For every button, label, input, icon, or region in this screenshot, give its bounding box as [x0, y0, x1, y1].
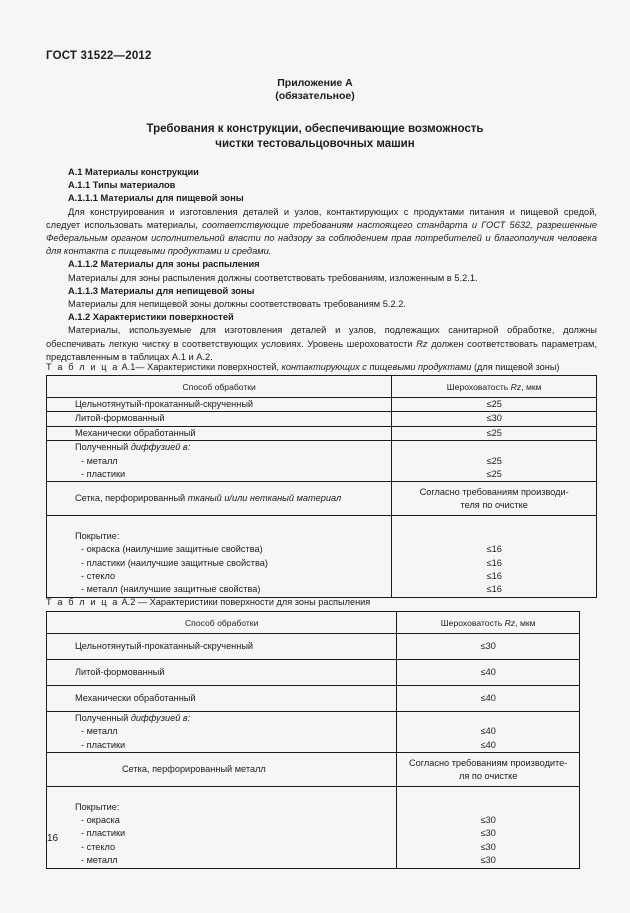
table-a1-r6-value-2: ≤16 — [486, 557, 502, 568]
table-a2-r2-method: Литой-формованный — [75, 666, 165, 677]
table-a1-r6-top-spacer — [47, 516, 391, 529]
table-a1-r4-value-1: ≤25 — [486, 455, 502, 466]
section-heading-a1-1-1: A.1.1.1 Материалы для пищевой зоны — [68, 193, 244, 204]
table-row — [47, 412, 597, 426]
table-a2-r4-sub-1: - металл — [81, 726, 118, 737]
table-a1-r4-value-2: ≤25 — [486, 469, 502, 480]
table-a1-col-roughness-suffix: , мкм — [521, 381, 542, 392]
table-a1-r6-value-4: ≤16 — [486, 584, 502, 595]
table-a2-col-roughness-prefix: Шероховатость — [440, 617, 505, 628]
table-a1-r4-head-italic: диффузией в: — [130, 442, 191, 453]
table-row — [47, 686, 580, 712]
table-a1-col-method: Способ обработки — [47, 376, 392, 398]
table-a2-col-roughness-suffix: , мкм — [515, 617, 536, 628]
table-a1-col-roughness-prefix: Шероховатость — [446, 381, 511, 392]
table-a1-caption-italic: контактирующих с пищевыми продуктами — [281, 362, 472, 372]
table-a1-r2-value: ≤30 — [392, 412, 597, 426]
table-a1-r2-method: Литой-формованный — [75, 413, 165, 424]
table-a1-caption-plain2: (для пищевой зоны) — [471, 362, 560, 372]
table-a1-r3-method: Механически обработанный — [75, 427, 196, 438]
section-heading-a1-1-2: A.1.1.2 Материалы для зоны распыления — [68, 259, 260, 270]
table-a2-r4-head-italic: диффузией в: — [130, 713, 191, 723]
page-title-line-1: Требования к конструкции, обеспечивающие возможность — [146, 123, 484, 135]
table-a1-r5-method-plain: Сетка, перфорированный — [75, 493, 188, 504]
table-row — [47, 426, 597, 440]
table-a1-r6-sub-4: - металл (наилучшие защитные свойства) — [81, 584, 261, 595]
table-a1-col-roughness-rz: Rz — [510, 381, 522, 392]
table-a1-r6-value-1: ≤16 — [486, 544, 502, 555]
table-a2-r6-spacer-a — [397, 787, 579, 800]
table-a1-caption-label: Т а б л и ц а — [46, 362, 119, 372]
table-a1 — [46, 375, 597, 598]
table-a1-r5-method-italic: тканый и/или нетканый материал — [187, 493, 342, 504]
table-row — [47, 634, 580, 660]
table-row — [47, 753, 580, 787]
section-heading-a1: A.1 Материалы конструкции — [68, 167, 199, 177]
table-a1-r6-sub-1: - окраска (наилучшие защитные свойства) — [81, 544, 263, 555]
table-a1-col-roughness — [392, 376, 597, 398]
paragraph-a1-2-part2: должен соответствовать параметрам, представленным в таблицах А.1 и А.2. — [46, 338, 597, 362]
table-a2-r6-top-spacer — [47, 787, 396, 800]
table-a2-r6-value-2: ≤30 — [480, 828, 496, 839]
table-a1-caption-number: А.1— — [121, 362, 145, 372]
table-a2-r6-sub-4: - металл — [81, 855, 118, 866]
paragraph-a1-1-1-plain: Для конструирования и изготовления деталей и узлов, контактирующих с продуктами питания и пищевой средой, следует использовать материалы, — [46, 206, 597, 230]
roughness-symbol-rz: Rz — [416, 338, 428, 349]
table-a2-r6-spacer-b — [397, 801, 579, 814]
table-a2-r1-value: ≤30 — [397, 634, 580, 660]
page-number: 16 — [47, 833, 59, 844]
table-a2-r4-spacer — [397, 712, 579, 725]
table-a1-r4-spacer — [392, 441, 596, 454]
table-a1-r4-head-plain: Полученный — [75, 442, 131, 453]
table-a1-r5-value-line1: Согласно требованиям производи- — [419, 487, 569, 498]
paragraph-a1-1-3: Материалы для непищевой зоны должны соответствовать требованиям 5.2.2. — [68, 299, 407, 310]
table-a2-caption-text: Характеристики поверхности для зоны распыления — [147, 597, 371, 607]
table-a1-r5-method — [47, 492, 391, 505]
table-a1-r1-method: Цельнотянутый-прокатанный-скрученный — [75, 399, 254, 409]
table-a2-col-roughness — [397, 612, 580, 634]
table-a1-caption — [46, 361, 559, 373]
section-heading-a1-1: A.1.1 Типы материалов — [68, 180, 176, 191]
table-a1-r4-sub-1: - металл — [81, 455, 118, 466]
section-heading-a1-2: A.1.2 Характеристики поверхностей — [68, 312, 234, 323]
table-a2-caption-number: А.2 — — [121, 597, 148, 607]
table-a2-r4-value-1: ≤40 — [480, 726, 496, 737]
table-a2-r4-head-plain: Полученный — [75, 713, 131, 723]
table-a2-col-method: Способ обработки — [47, 612, 397, 634]
table-a2-r3-value: ≤40 — [397, 686, 580, 712]
table-a2-r6-value-1: ≤30 — [480, 815, 496, 825]
table-a2-r2-value: ≤40 — [397, 660, 580, 686]
table-a2-r4-head — [47, 712, 396, 725]
table-a2-r5-value-line2: ля по очистке — [458, 770, 518, 781]
appendix-label: Приложение А — [277, 77, 353, 89]
table-a2-r6-sub-3: - стекло — [81, 841, 116, 852]
appendix-mandatory-label: (обязательное) — [275, 90, 355, 102]
table-a2 — [46, 611, 580, 869]
table-a2-r6-sub-1: - окраска — [81, 815, 120, 826]
table-row — [47, 482, 597, 516]
standard-number-header: ГОСТ 31522—2012 — [46, 50, 152, 62]
table-row — [47, 712, 580, 753]
table-a1-r6-sub-2: - пластики (наилучшие защитные свойства) — [81, 557, 268, 568]
table-a2-r6-value-3: ≤30 — [480, 841, 496, 852]
table-a1-r4-head — [47, 441, 391, 454]
paragraph-a1-1-1-italic: соответствующие требованиям настоящего стандарта и ГОСТ 5632, разрешенные Федеральным органом исполнительной власти по надзору за соблюдением прав потребителей и благополучия человека для контакта с пищевыми продуктами и средами. — [46, 219, 597, 257]
body-content — [46, 166, 597, 364]
table-a2-r6-head: Покрытие: — [75, 801, 120, 812]
page-title — [0, 122, 630, 152]
table-a1-r6-spacer-b — [392, 530, 596, 543]
table-a2-r6-sub-2: - пластики — [81, 828, 126, 839]
table-row — [47, 787, 580, 868]
section-heading-a1-1-3: A.1.1.3 Материалы для непищевой зоны — [68, 285, 255, 296]
table-a2-r5-method: Сетка, перфорированный металл — [122, 764, 266, 775]
table-a1-r6-value-3: ≤16 — [486, 571, 502, 582]
paragraph-a1-1-1 — [46, 206, 597, 259]
table-a2-r1-method: Цельнотянутый-прокатанный-скрученный — [75, 640, 254, 651]
appendix-heading — [0, 77, 630, 103]
paragraph-a1-2-part1: Материалы, используемые для изготовления деталей и узлов, подлежащих санитарной обработке, должны обеспечивать легкую чистку в соответствующих условиях. Уровень шероховатости — [46, 325, 597, 349]
table-a1-r5-value-line2: теля по очистке — [460, 499, 528, 510]
table-row — [47, 516, 597, 597]
table-a2-caption — [46, 596, 370, 608]
table-a1-r4-sub-2: - пластики — [81, 469, 126, 480]
table-a2-r4-value-2: ≤40 — [480, 739, 496, 750]
table-row — [47, 441, 597, 482]
table-a2-r3-method: Механически обработанный — [75, 692, 196, 703]
table-row — [47, 398, 597, 412]
paragraph-a1-2 — [46, 324, 597, 364]
table-row — [47, 660, 580, 686]
table-a2-col-roughness-rz: Rz — [504, 617, 516, 628]
table-a1-r6-spacer-a — [392, 516, 596, 529]
table-a1-header-row — [47, 376, 597, 398]
page-title-line-2: чистки тестовальцовочных машин — [215, 138, 415, 150]
table-a2-r5-value-line1: Согласно требованиям производите- — [409, 758, 568, 769]
paragraph-a1-1-2: Материалы для зоны распыления должны соответствовать требованиям, изложенным в 5.2.1. — [68, 272, 478, 283]
table-a2-header-row — [47, 612, 580, 634]
table-a2-r6-value-4: ≤30 — [480, 855, 496, 866]
table-a1-caption-plain1: Характеристики поверхностей, — [144, 362, 282, 372]
table-a1-r6-sub-3: - стекло — [81, 571, 116, 582]
table-a1-r6-head: Покрытие: — [75, 530, 120, 541]
table-a1-r1-value: ≤25 — [392, 398, 597, 412]
table-a2-caption-label: Т а б л и ц а — [46, 597, 119, 607]
table-a2-r4-sub-2: - пластики — [81, 739, 126, 750]
table-a1-r3-value: ≤25 — [392, 426, 597, 440]
